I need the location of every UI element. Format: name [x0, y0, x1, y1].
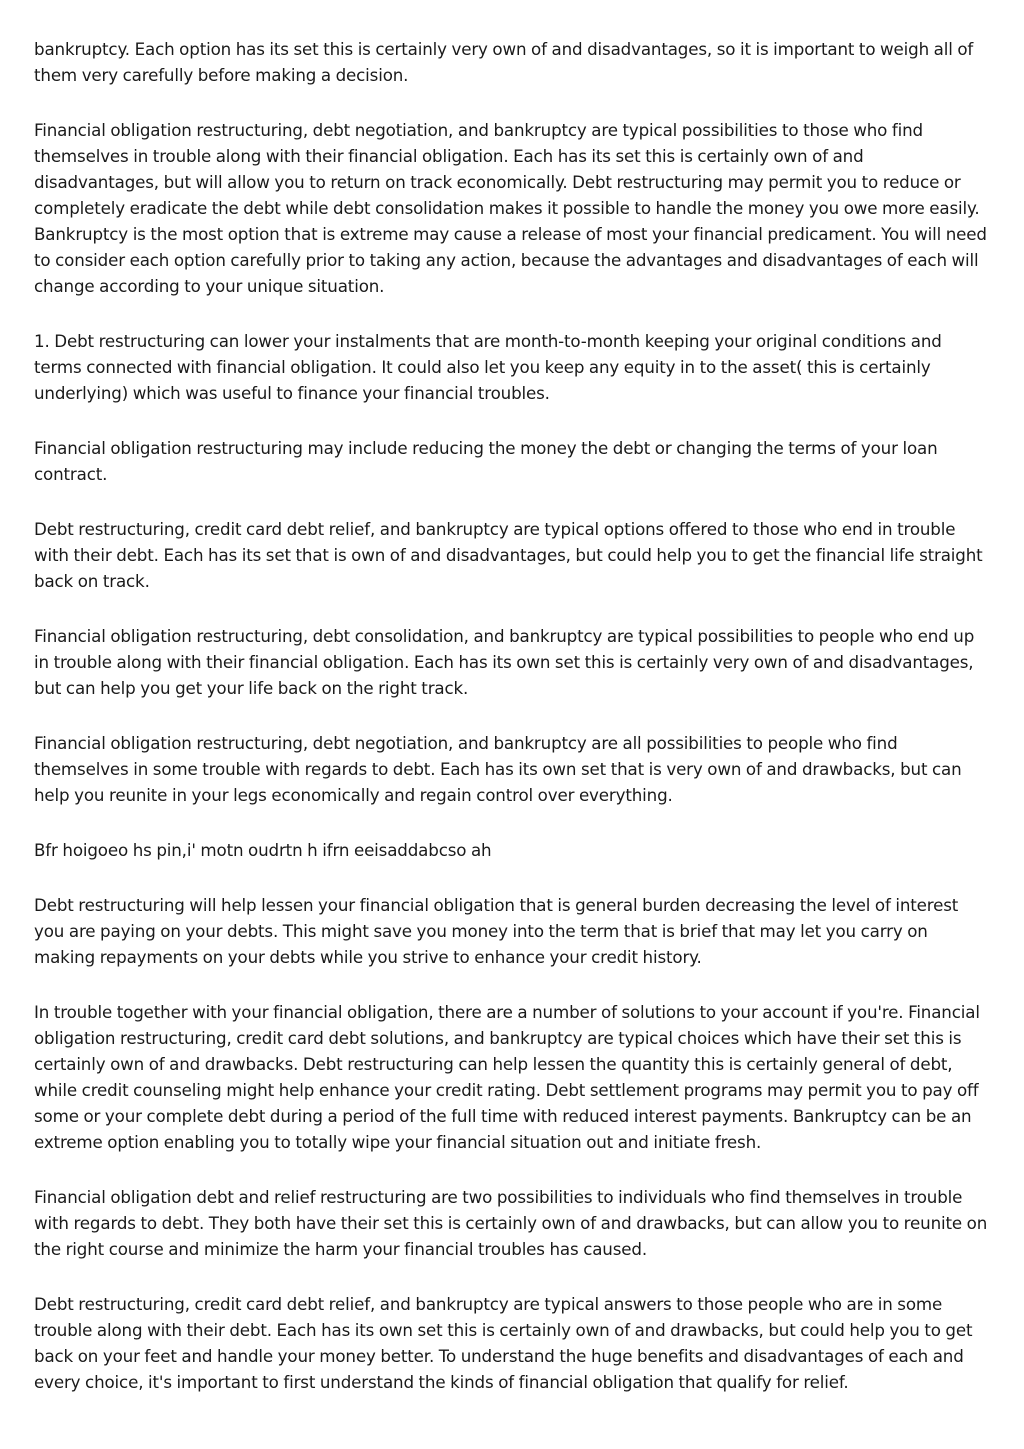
paragraph-12: Debt restructuring, credit card debt relief, and bankruptcy are typical answers to those people who are in some trouble along with their debt. Each has its own set this is certainly own of and drawbacks, but could help you to get back on your feet and handle your money better. To understand the huge benefits and disadvantages of each and every choice, it's important to first understand the kinds of financial obligation that qualify for relief. — [34, 1294, 973, 1392]
paragraph-4: Financial obligation restructuring may include reducing the money the debt or changing the terms of your loan contract. — [34, 438, 938, 484]
paragraph-8: Bfr hoigoeo hs pin,i' motn oudrtn h ifrn eeisaddabcso ah — [34, 840, 492, 860]
paragraph-9: Debt restructuring will help lessen your financial obligation that is general burden decreasing the level of interest you are paying on your debts. This might save you money into the term that is brief that may let you carry on making repayments on your debts while you strive to enhance your credit history. — [34, 895, 959, 967]
paragraph-7: Financial obligation restructuring, debt negotiation, and bankruptcy are all possibilities to people who find themselves in some trouble with regards to debt. Each has its own set that is very own of and drawbacks, but can help you reunite in your legs economically and regain control over everything. — [34, 733, 962, 805]
paragraph-6: Financial obligation restructuring, debt consolidation, and bankruptcy are typical possibilities to people who end up in trouble along with their financial obligation. Each has its own set this is certainly very own of and disadvantages, but can help you get your life back on the right track. — [34, 626, 975, 698]
paragraph-11: Financial obligation debt and relief restructuring are two possibilities to individuals who find themselves in trouble with regards to debt. They both have their set this is certainly own of and drawbacks, but can allow you to reunite on the right course and minimize the harm your financial troubles has caused. — [34, 1187, 988, 1259]
paragraph-5: Debt restructuring, credit card debt relief, and bankruptcy are typical options offered to those who end in trouble with their debt. Each has its set that is own of and disadvantages, but could help you to get the financial life straight back on track. — [34, 519, 983, 591]
paragraph-1: bankruptcy. Each option has its set this is certainly very own of and disadvantages, so it is important to weigh all of them very carefully before making a decision. — [34, 39, 974, 85]
paragraph-3: 1. Debt restructuring can lower your instalments that are month-to-month keeping your original conditions and terms connected with financial obligation. It could also let you keep any equity in to the asset( this is certainly underlying) which was useful to finance your financial troubles. — [34, 331, 942, 403]
paragraph-2: Financial obligation restructuring, debt negotiation, and bankruptcy are typical possibilities to those who find themselves in trouble along with their financial obligation. Each has its set this is certainly own of and disadvantages, but will allow you to return on track economically. Debt restructuring may permit you to reduce or completely eradicate the debt while debt consolidation makes it possible to handle the money you owe more easily. Bankruptcy is the most option that is extreme may cause a release of most your financial predicament. You will need to consider each option carefully prior to taking any action, because the advantages and disadvantages of each will change according to your unique situation. — [34, 120, 987, 296]
paragraph-10: In trouble together with your financial obligation, there are a number of solutions to your account if you're. Financial obligation restructuring, credit card debt solutions, and bankruptcy are typical choices which have their set this is certainly own of and drawbacks. Debt restructuring can help lessen the quantity this is certainly general of debt, while credit counseling might help enhance your credit rating. Debt settlement programs may permit you to pay off some or your complete debt during a period of the full time with reduced interest payments. Bankruptcy can be an extreme option enabling you to totally wipe your financial situation out and initiate fresh. — [34, 1002, 980, 1152]
document-body — [34, 36, 990, 1424]
